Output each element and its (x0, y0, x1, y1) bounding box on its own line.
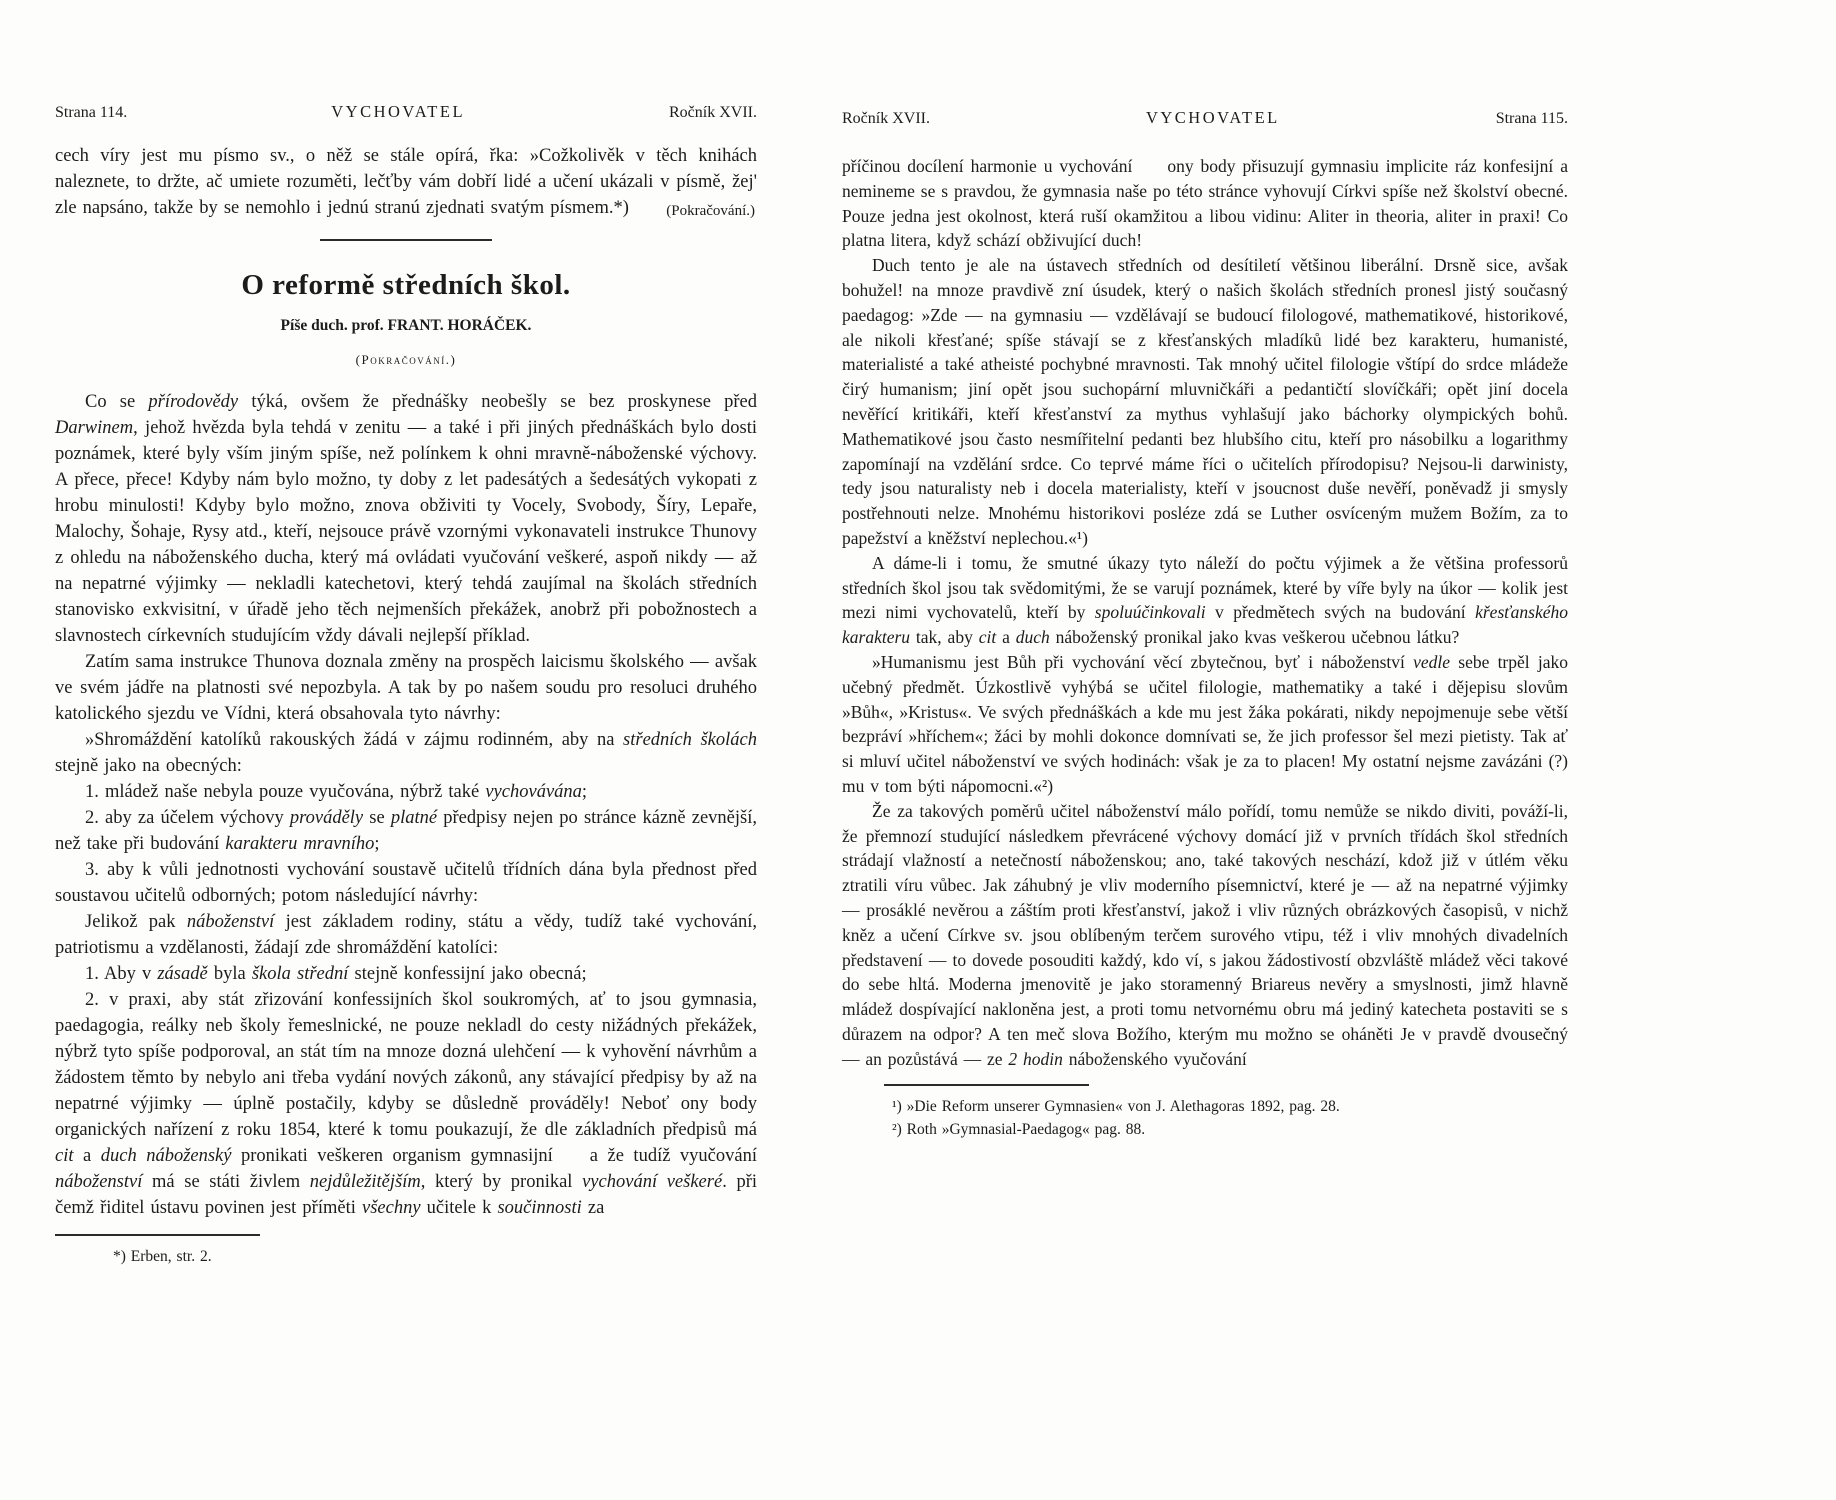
footnote-block-right (842, 1084, 1568, 1141)
paragraph: »Humanismu jest Bůh při vychování věcí zbytečnou, byť i náboženství vedle sebe trpěl jako učebný předmět. Úzkostlivě vyhýbá se učitel filologie, mathematiky a také i dějepisu slovům »Bůh«, »Kristus«. Ve svých přednáškách a kde mu jest žáka pokárati, nikdy nepojmenuje sebe větší bezpráví »hříchem«; žáci by mohli dokonce domnívati se, že jich professor šel mezi pietisty. Tak ať si mluví učitel náboženství ve svých hodinách: však je za to placen! My ostatní nejsme zavázáni (?) mu v tom býti nápomocni.«²) (842, 651, 1568, 796)
paragraph: 1. mládež naše nebyla pouze vyučována, nýbrž také vychovávána; (85, 782, 588, 802)
continuation-note: (Pokračování.) (656, 203, 755, 220)
section-divider-rule (320, 239, 492, 241)
paragraph: Co se přírodovědy týká, ovšem že přednášky neobešly se bez proskynese před Darwinem, jehož hvězda byla tehdá v zenitu — a také i při jiných přednáškách bylo dosti poznámek, které byly vším jiným spíše, než polínkem k ohni mravně-náboženské výchovy. A přece, přece! Kdyby nám bylo možno, ty doby z let padesátých a šedesátých vykopati z hrobu minulosti! Kdyby bylo možno, znova obživiti ty Vocely, Svobody, Šíry, Lepaře, Malochy, Šohaje, Rysy atd., kteří, nejsouce právě vzornými vykonavateli instrukce Thunovy z ohledu na náboženského ducha, který má ovládati vyučování veškeré, aspoň nikdy — až na nepatrné výjimky — nekladli katechetovi, který tehdá zaujímal na školách středních stanovisko exkvisitní, v úřadě jeho těch nejmenších překážek, anobrž při pobožnostech a slavnostech církevních studujícím vždy dávali nejlepší příklad. (55, 392, 757, 646)
paragraph: *) Erben, str. 2. (113, 1247, 212, 1265)
paragraph: ¹) »Die Reform unserer Gymnasien« von J. Alethagoras 1892, pag. 28. (892, 1097, 1340, 1115)
page-right (842, 0, 1568, 1141)
paragraph: 1. Aby v zásadě byla škola střední stejně konfessijní jako obecná; (85, 964, 587, 984)
paragraph: Duch tento je ale na ústavech středních od desítiletí většinou liberální. Drsně sice, avšak bohužel! na mnoze pravdivě zní úsudek, který o našich školách středních pronesl jistý současný paedagog: »Zde — na gymnasiu — vzdělávají se budoucí filologové, mathematikové, historikové, ale nikoli křesťané; spíše stávají se z křesťanských mladíků lidé bez karakteru, humanisté, materialisté a také atheisté pochybné mravnosti. Tak mnohý učitel filologie vštípí do srdce mládeže čirý humanism; jiní opět jsou suchopární mluvničkáři a pedantičtí slovíčkáři; opět jiní docela nevěřící kritikáři, kteří křesťanství za mythus vyhlašují jako báchorky olympických bohů. Mathematikové jsou často nesmířitelní pedanti bez hlubšího citu, kteří pro násobilku a logarithmy zapomínají na vzdělání srdce. Co teprvé máme říci o učitelích přírodopisu? Nejsou-li darwinisty, tedy jsou naturalisty neb i docela materialisty, kteří v jsoucnost duše nevěří, poněvadž ji smysly postřehnouti nelze. Mnohému historikovi posléze zdá se Luther osvíceným mužem Božím, za to papežství a kněžství neplechou.«¹) (842, 255, 1568, 548)
article-body-right (842, 154, 1568, 1071)
page-header (55, 102, 757, 122)
paragraph: Zatím sama instrukce Thunova doznala změny na prospěch laicismu školského — avšak ve svém jádře na platnosti své nepozbyla. A tak by po našem soudu pro resoluci druhého katolického sjezdu ve Vídni, která obsahovala tyto návrhy: (55, 652, 757, 724)
paragraph: příčinou docílení harmonie u vychování ony body přisuzují gymnasiu implicite ráz konfesijní a nemineme se s pravdou, že gymnasia naše po této stránce vyhovují Církvi spíše než školství obecné. Pouze jedna jest okolnost, která ruší okamžitou a libou vidinu: Aliter in theoria, aliter in praxi! Co platna litera, když schází obživující duch! (842, 156, 1568, 251)
footnote-rule (884, 1084, 1089, 1086)
journal-title: VYCHOVATEL (1145, 108, 1280, 127)
paragraph: A dáme-li i tomu, že smutné úkazy tyto náleží do počtu výjimek a že většina professorů středních škol jsou tak svědomitými, že se varují poznámek, které by víře byly na úkor — kolik jest mezi nimi vychovatelů, kteří by spoluúčinkovali v předmětech svých na budování křesťanského karakteru tak, aby cit a duch náboženský pronikal jako kvas veškerou učebnou látku? (842, 552, 1568, 648)
paragraph: 2. v praxi, aby stát zřizování konfessijních škol soukromých, ať to jsou gymnasia, paedagogia, reálky neb školy řemeslnické, ne pouze nekladl do cesty nižádných překážek, nýbrž tyto spíše podporoval, an stát tím na mnoze dozná ulehčení — k vyhovění návrhům a žádostem těmto by nebylo ani třeba vydání nových zákonů, any stávající předpisy by až na nepatrné výjimky — úplně postačily, kdyby se důsledně prováděly! Neboť ony body organických nařízení z roku 1854, které k tomu poukazují, že dle základních předpisů má cit a duch náboženský pronikati veškeren organism gymnasijní a že tudíž vyučování náboženství má se státi živlem nejdůležitějším, který by pronikal vychování veškeré. při čemž řiditel ústavu povinen jest příměti všechny učitele k součinnosti za (55, 990, 758, 1218)
article-continuation-subnote: (Pokračování.) (355, 352, 457, 367)
page-number-label: Strana 114. (55, 104, 128, 121)
paragraph: cech víry jest mu písmo sv., o něž se stále opírá, řka: »Cožkolivěk v těch knihách naleznete, to držte, ač umiete rozuměti, lečťby vám dobří lidé a učení ukázali v písmě, žej' zle napsáno, takže by se nemohlo i jednú stranú zjednati svatým písmem.*) (55, 146, 757, 218)
footnotes-right (842, 1095, 1568, 1141)
volume-label: Ročník XVII. (669, 104, 757, 121)
paragraph: ²) Roth »Gymnasial-Paedagog« pag. 88. (892, 1120, 1146, 1138)
paragraph: Že za takových poměrů učitel náboženství málo pořídí, tomu nemůže se nikdo diviti, pováží-li, že přemnozí studující následkem převrácené výchovy domácí již v prvních třídách škol středních strádají vlažností a netečností náboženskou; ano, také takových neschází, kdož již v útlém věku ztratili víru vůbec. Jak záhubný je vliv moderního písemnictví, které je — až na nepatrné výjimky — prosáklé nevěrou a záštím proti křesťanství, jakož i vliv různých obrázkových časopisů, v nichž kněz a učení Církve sv. jsou oblíbeným terčem surového vtipu, též i vliv mnohých divadelních představení — to dovede posouditi každý, kdo ví, s jakou žádostivostí obzvláště mládež věci takové do sebe hltá. Moderna jmenovitě je jako storamenný Briareus nevěry a smyslnosti, jimž hlavně mládež dospívající nakloněna jest, a proti tomu netvornému obru má jediný katecheta postaviti se s důrazem na odpor? A ten meč slova Božího, kterým mu možno se oháněti Je v pravdě dvousečný — an pozůstává — ze 2 hodin náboženského vyučování (842, 800, 1568, 1069)
intro-text (55, 143, 757, 221)
page-left (55, 0, 757, 1268)
article-byline: Píše duch. prof. FRANT. HORÁČEK. (280, 317, 532, 334)
page-header (842, 108, 1568, 128)
paragraph: 3. aby k vůli jednotnosti vychování soustavě učitelů třídních dána byla přednost před soustavou učitelů odborných; potom následující návrhy: (55, 860, 757, 906)
intro-continuation-paragraph (55, 143, 757, 221)
footnotes-left (55, 1245, 757, 1268)
paragraph: 2. aby za účelem výchovy prováděly se platné předpisy nejen po stránce kázně zevnější, než take při budování karakteru mravního; (55, 808, 757, 854)
footnote-rule (55, 1234, 260, 1236)
journal-title: VYCHOVATEL (331, 102, 466, 121)
paragraph: Jelikož pak náboženství jest základem rodiny, státu a vědy, tudíž také vychování, patriotismu a vzdělanosti, žádají zde shromáždění katolíci: (55, 912, 757, 958)
footnote-block-left (55, 1234, 757, 1268)
page-number-label: Strana 115. (1495, 110, 1568, 127)
volume-label: Ročník XVII. (842, 110, 930, 127)
paragraph: »Shromáždění katolíků rakouských žádá v zájmu rodinném, aby na středních školách stejně jako na obecných: (55, 730, 757, 776)
article-body-left (55, 389, 757, 1221)
article-title: O reformě středních škol. (241, 269, 571, 301)
